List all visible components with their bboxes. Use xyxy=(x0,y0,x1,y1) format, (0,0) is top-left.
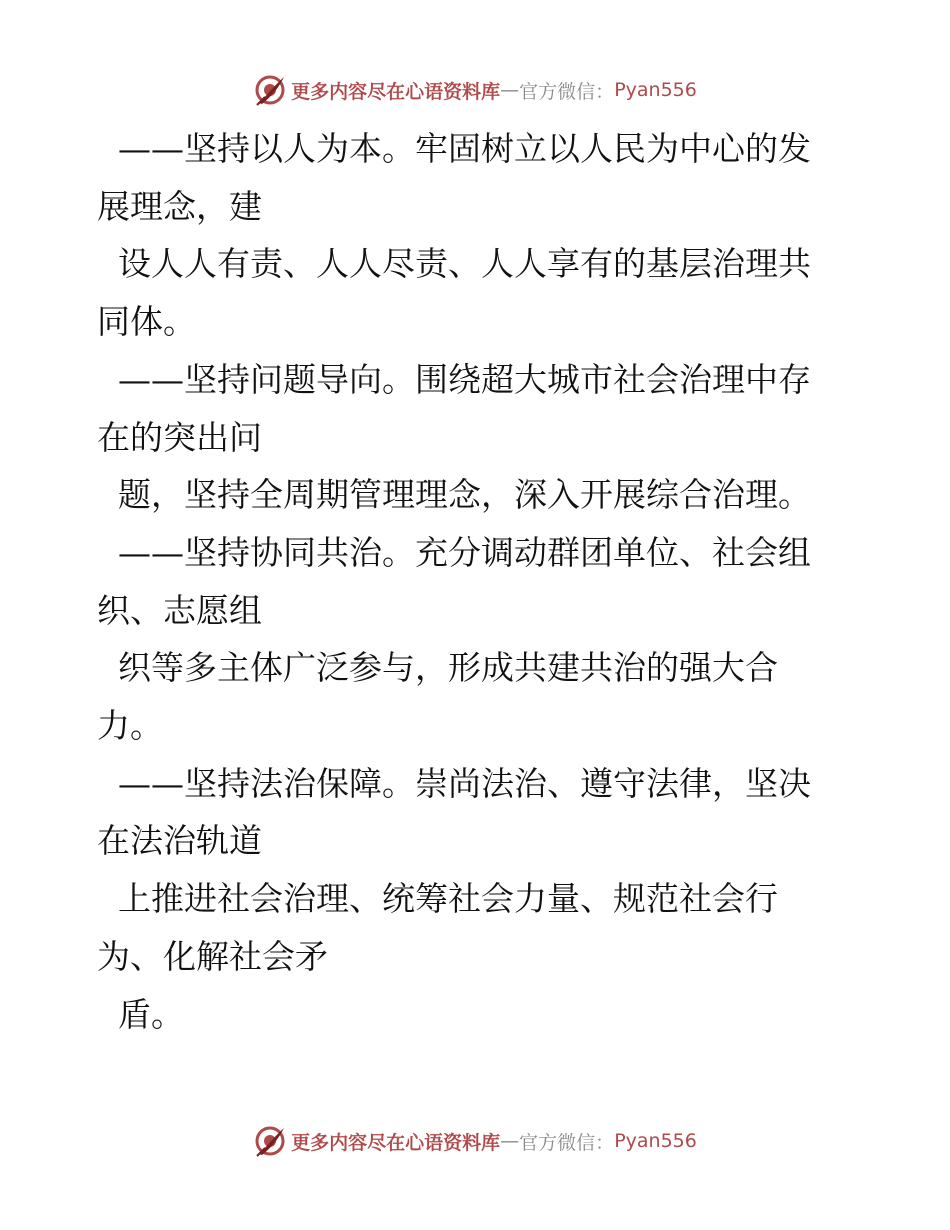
text-line: ——坚持问题导向。围绕超大城市社会治理中存 xyxy=(97,359,811,399)
text-line: 织等多主体广泛参与，形成共建共治的强大合 xyxy=(97,648,778,688)
text-line: 在的突出问 xyxy=(97,417,262,457)
header-watermark xyxy=(0,70,950,110)
watermark-main-text: 更多内容尽在心语资料库 xyxy=(291,1131,501,1154)
text-line: ——坚持法治保障。崇尚法治、遵守法律，坚决 xyxy=(97,763,811,803)
text-line: 设人人有责、人人尽责、人人享有的基层治理共 xyxy=(97,244,811,284)
watermark-sub-text: 官方微信： xyxy=(519,1131,615,1154)
watermark-dash: — xyxy=(500,79,520,101)
watermark-main-text: 更多内容尽在心语资料库 xyxy=(291,80,501,103)
text-line: ——坚持以人为本。牢固树立以人民为中心的发 xyxy=(97,129,811,168)
watermark-sub-text: 官方微信： xyxy=(519,80,615,103)
feather-quill-logo-icon xyxy=(253,73,287,107)
text-line: 力。 xyxy=(97,706,163,746)
text-line: 题，坚持全周期管理理念，深入开展综合治理。 xyxy=(97,475,811,515)
watermark-wechat-id: Pyan556 xyxy=(614,79,697,101)
text-line: 盾。 xyxy=(97,994,184,1034)
watermark-dash: — xyxy=(500,1130,520,1152)
text-line: 在法治轨道 xyxy=(97,821,262,861)
text-line: 同体。 xyxy=(97,302,196,342)
text-line: 织、志愿组 xyxy=(97,590,262,630)
document-body xyxy=(97,120,857,1043)
text-line: 展理念，建 xyxy=(97,186,262,226)
text-line: 上推进社会治理、统筹社会力量、规范社会行 xyxy=(97,879,778,919)
feather-quill-logo-icon xyxy=(253,1124,287,1158)
text-line: ——坚持协同共治。充分调动群团单位、社会组 xyxy=(97,532,811,572)
watermark-wechat-id: Pyan556 xyxy=(614,1130,697,1152)
footer-watermark xyxy=(0,1121,950,1161)
text-line: 为、化解社会矛 xyxy=(97,936,328,976)
